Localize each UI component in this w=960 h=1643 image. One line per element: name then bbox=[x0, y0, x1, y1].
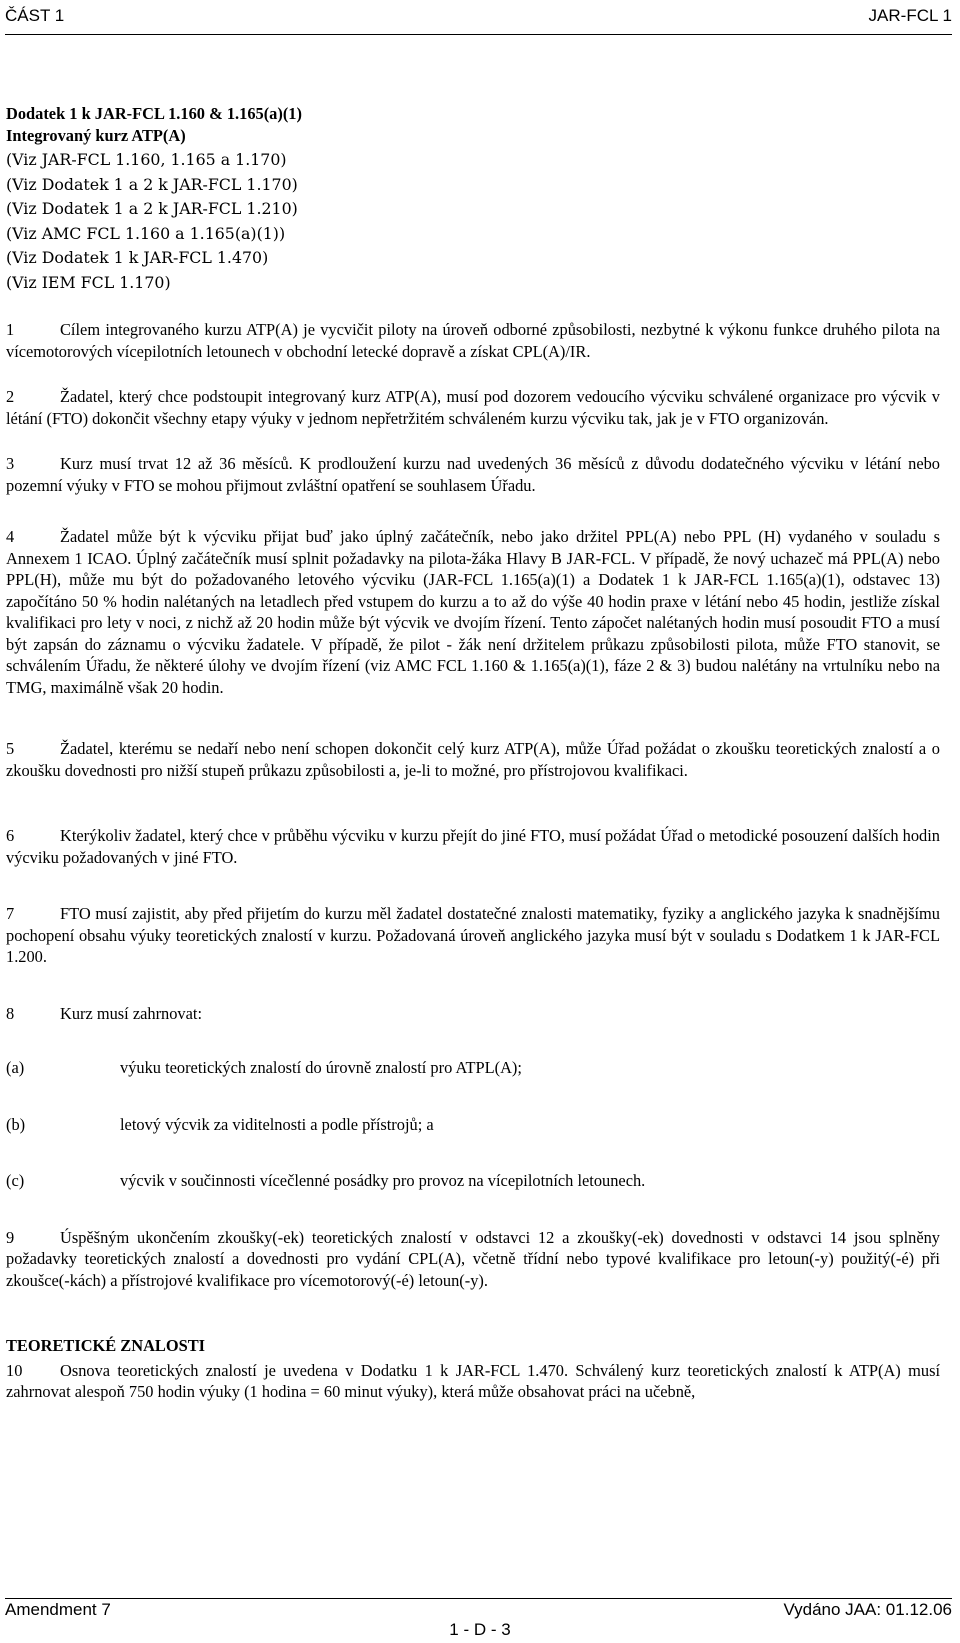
paragraph-7 bbox=[6, 903, 940, 968]
reference-line: (Viz Dodatek 1 a 2 k JAR-FCL 1.170) bbox=[6, 174, 298, 194]
sub-item-label: (b) bbox=[6, 1114, 26, 1134]
paragraph-number: 6 bbox=[6, 826, 15, 845]
paragraph-number: 1 bbox=[6, 320, 15, 339]
sub-item-text: výcvik v součinnosti vícečlenné posádky pro provoz na vícepilotních letounech. bbox=[120, 1171, 646, 1190]
paragraph-2 bbox=[6, 386, 940, 429]
appendix-title: Dodatek 1 k JAR-FCL 1.160 & 1.165(a)(1) bbox=[6, 104, 302, 123]
reference-list bbox=[6, 148, 940, 295]
paragraph-number: 3 bbox=[6, 454, 15, 473]
sub-item-label: (c) bbox=[6, 1171, 25, 1190]
header-divider bbox=[5, 34, 952, 35]
paragraph-number: 4 bbox=[6, 527, 15, 546]
paragraph-text: FTO musí zajistit, aby před přijetím do kurzu měl žadatel dostatečné znalosti matematiky, fyziky a anglického jazyka k snadnějšímu pochopení obsahu výuky teoretických znalostí v kurzu. Požadovaná úroveň anglického jazyka musí být v souladu s Dodatkem 1 k JAR-FCL 1.200. bbox=[6, 904, 940, 966]
paragraph-number: 7 bbox=[6, 904, 15, 923]
paragraph-4 bbox=[6, 526, 940, 698]
page-number: 1 - D - 3 bbox=[449, 1620, 511, 1639]
reference-line: (Viz Dodatek 1 k JAR-FCL 1.470) bbox=[6, 248, 269, 267]
reference-line: (Viz IEM FCL 1.170) bbox=[6, 272, 171, 292]
paragraph-5 bbox=[6, 738, 940, 781]
sub-item-c bbox=[6, 1170, 940, 1192]
paragraph-number: 2 bbox=[6, 387, 15, 406]
paragraph-text: Cílem integrovaného kurzu ATP(A) je vycvičit piloty na úroveň odborné způsobilosti, nezbytné k výkonu funkce druhého pilota na vícemotorových vícepilotních letounech v obchodní letecké dopravě a získat CPL(A)/IR. bbox=[6, 320, 940, 361]
sub-item-label: (a) bbox=[6, 1058, 25, 1077]
header-part: ČÁST 1 bbox=[5, 6, 65, 25]
sub-item-a bbox=[6, 1057, 940, 1079]
course-title: Integrovaný kurz ATP(A) bbox=[6, 125, 186, 145]
paragraph-10 bbox=[6, 1360, 940, 1403]
reference-line: (Viz Dodatek 1 a 2 k JAR-FCL 1.210) bbox=[6, 199, 298, 218]
paragraph-number: 8 bbox=[6, 1003, 15, 1023]
reference-line: (Viz JAR-FCL 1.160, 1.165 a 1.170) bbox=[6, 150, 287, 169]
footer-issue-date: Vydáno JAA: 01.12.06 bbox=[783, 1600, 952, 1619]
header-document: JAR-FCL 1 bbox=[868, 6, 952, 25]
paragraph-1 bbox=[6, 319, 940, 362]
reference-line: (Viz AMC FCL 1.160 a 1.165(a)(1)) bbox=[6, 223, 286, 243]
page-header bbox=[5, 6, 952, 34]
sub-item-text: výuku teoretických znalostí do úrovně znalostí pro ATPL(A); bbox=[120, 1058, 522, 1077]
footer-amendment: Amendment 7 bbox=[5, 1600, 111, 1619]
paragraph-text: Žadatel, kterému se nedaří nebo není schopen dokončit celý kurz ATP(A), může Úřad požádat o zkoušku teoretických znalostí a o zkoušku dovednosti pro nižší stupeň průkazu způsobilosti a, je-li to možné, pro přístrojovou kvalifikaci. bbox=[6, 739, 940, 780]
paragraph-text: Úspěšným ukončením zkoušky(-ek) teoretických znalostí v odstavci 12 a zkoušky(-ek) dovednosti v odstavci 14 jsou splněny požadavky teoretických znalostí a dovednosti pro vydání CPL(A), včetně třídní nebo typové kvalifikace pro letoun(-y) použitý(-é) při zkoušce(-kách) a přístrojové kvalifikace pro vícemotorový(-é) letoun(-y). bbox=[6, 1227, 940, 1290]
document-body bbox=[6, 103, 940, 1403]
sub-item-text: letový výcvik za viditelnosti a podle přístrojů; a bbox=[120, 1114, 434, 1134]
section-heading: TEORETICKÉ ZNALOSTI bbox=[6, 1336, 206, 1355]
sub-item-b bbox=[6, 1114, 940, 1136]
paragraph-number: 9 bbox=[6, 1227, 15, 1247]
paragraph-number: 10 bbox=[6, 1360, 23, 1380]
paragraph-8 bbox=[6, 1003, 940, 1025]
paragraph-text: Osnova teoretických znalostí je uvedena v Dodatku 1 k JAR-FCL 1.470. Schválený kurz teoretických znalostí k ATP(A) musí zahrnovat alespoň 750 hodin výuky (1 hodina = 60 minut výuky), která může obsahovat práci na učebně, bbox=[6, 1360, 940, 1401]
paragraph-text: Kurz musí trvat 12 až 36 měsíců. K prodloužení kurzu nad uvedených 36 měsíců z důvodu dodatečného výcviku v létání nebo pozemní výuky v FTO se mohou přijmout zvláštní opatření se souhlasem Úřadu. bbox=[6, 454, 940, 495]
paragraph-text: Kterýkoliv žadatel, který chce v průběhu výcviku v kurzu přejít do jiné FTO, musí požádat Úřad o metodické posouzení dalších hodin výcviku požadovaných v jiné FTO. bbox=[6, 826, 941, 867]
paragraph-3 bbox=[6, 453, 940, 496]
paragraph-text: Žadatel, který chce podstoupit integrovaný kurz ATP(A), musí pod dozorem vedoucího výcviku schválené organizace pro výcvik v létání (FTO) dokončit všechny etapy výuky v jednom nepřetržitém schváleném kurzu výcviku tak, jak je v FTO organizován. bbox=[6, 387, 940, 428]
paragraph-text: Žadatel může být k výcviku přijat buď jako úplný začátečník, nebo jako držitel PPL(A) nebo PPL (H) vydaného v souladu s Annexem 1 ICAO. Úplný začátečník musí splnit požadavky na pilota-žáka Hlavy B JAR-FCL. V případě, že nový uchazeč má PPL(A) nebo PPL(H), může mu být do požadovaného letového výcviku (JAR-FCL 1.165(a)(1) a Dodatek 1 k JAR-FCL 1.165(a)(1), odstavec 13) započítáno 50 % hodin nalétaných na letadlech před vstupem do kurzu a to až do výše 40 hodin praxe v létání nebo 45 hodin, jestliže získal kvalifikaci pro lety v noci, z nichž až 20 hodin může být výcvik ve dvojím řízení. Tento zápočet nalétaných hodin musí posoudit FTO a musí být zapsán do záznamu o výcviku žadatele. V případě, že pilot - žák není držitelem průkazu způsobilosti pilota, může FTO stanovit, se schválením Úřadu, že některé úlohy ve dvojím řízení (viz AMC FCL 1.160 & 1.165(a)(1), fáze 2 & 3) budou nalétány na vrtulníku nebo na TMG, maximálně však 20 hodin. bbox=[6, 527, 940, 697]
footer-divider bbox=[5, 1598, 952, 1599]
paragraph-number: 5 bbox=[6, 739, 15, 758]
paragraph-6 bbox=[6, 825, 940, 868]
paragraph-text: Kurz musí zahrnovat: bbox=[60, 1003, 203, 1023]
paragraph-9 bbox=[6, 1227, 940, 1292]
